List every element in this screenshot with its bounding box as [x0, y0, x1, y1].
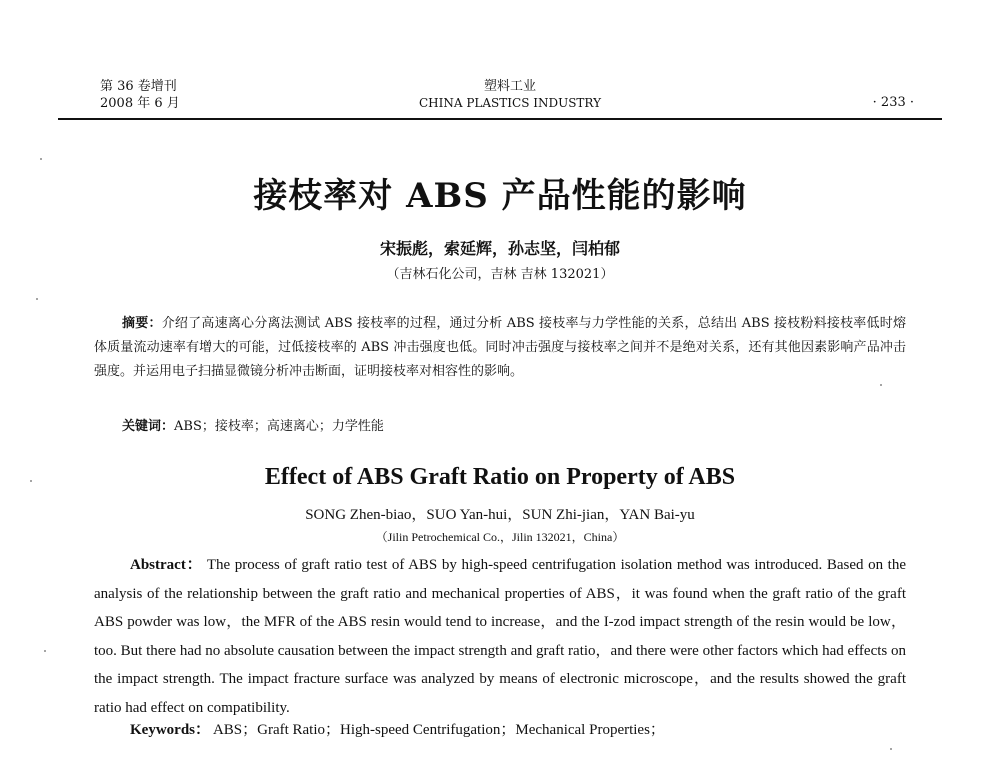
- abstract-en-text: The process of graft ratio test of ABS by high-speed centrifugation isolation method was introduced. Based on the analysis of the relationship between the graft ratio and mechanical properties of ABS，it was found when the graft ratio of the graft ABS powder was low，the MFR of the ABS resin would tend to increase，and the I-zod impact strength of the resin would be low，too. But there had no absolute causation between the impact strength and graft ratio，and there were other factors which had effects on the impact strength. The impact fracture surface was analyzed by means of electronic microscope，and the results showed the graft ratio had effect on compatibility.: [94, 557, 907, 716]
- keywords-en: [130, 718, 665, 739]
- header-rule: [58, 118, 942, 120]
- affiliation-en: （Jilin Petrochemical Co.，Jilin 132021，China）: [375, 530, 625, 544]
- title-cn: 接枝率对 ABS 产品性能的影响: [253, 176, 747, 216]
- abstract-cn-label: 摘要：: [122, 316, 162, 331]
- abstract-cn: [94, 312, 906, 384]
- title-en: Effect of ABS Graft Ratio on Property of ABS: [264, 464, 736, 490]
- abstract-en-label: Abstract：: [130, 557, 203, 573]
- affiliation-cn: （吉林石化公司，吉林 吉林 132021）: [386, 267, 614, 282]
- authors-cn: 宋振彪，索延辉，孙志坚，闫柏郁: [379, 239, 620, 258]
- keywords-cn-label: 关键词：: [122, 419, 175, 434]
- keywords-cn-text: ABS；接枝率；高速离心；力学性能: [174, 419, 384, 434]
- journal-name-en: CHINA PLASTICS INDUSTRY: [418, 96, 602, 110]
- volume-label: 第 36 卷增刊: [100, 79, 177, 94]
- authors-en: SONG Zhen-biao，SUO Yan-hui，SUN Zhi-jian，YAN Bai-yu: [305, 507, 695, 523]
- issue-date: 2008 年 6 月: [100, 96, 180, 111]
- page-number: · 233 ·: [872, 95, 914, 110]
- scan-speck: [890, 748, 892, 750]
- scan-speck: [36, 298, 38, 300]
- running-header-journal: [380, 78, 640, 112]
- scan-speck: [880, 384, 882, 386]
- keywords-en-text: ABS；Graft Ratio；High-speed Centrifugation；Mechanical Properties；: [212, 722, 665, 738]
- abstract-cn-text: 介绍了高速离心分离法测试 ABS 接枝率的过程，通过分析 ABS 接枝率与力学性能的关系，总结出 ABS 接枝粉料接枝率低时熔体质量流动速率有增大的可能，过低接枝率的 ABS 冲击强度也低。同时冲击强度与接枝率之间并不是绝对关系，还有其他因素影响产品冲击强度。并运用电子扫描显微镜分析冲击断面，证明接枝率对相容性的影响。: [94, 316, 906, 379]
- journal-name-cn: 塑料工业: [483, 79, 536, 94]
- keywords-en-label: Keywords：: [130, 722, 210, 738]
- scan-speck: [44, 650, 46, 652]
- keywords-cn: [122, 415, 384, 434]
- scan-speck: [30, 480, 32, 482]
- abstract-en: [94, 551, 906, 722]
- scan-speck: [40, 158, 42, 160]
- running-header-issue: [100, 78, 180, 112]
